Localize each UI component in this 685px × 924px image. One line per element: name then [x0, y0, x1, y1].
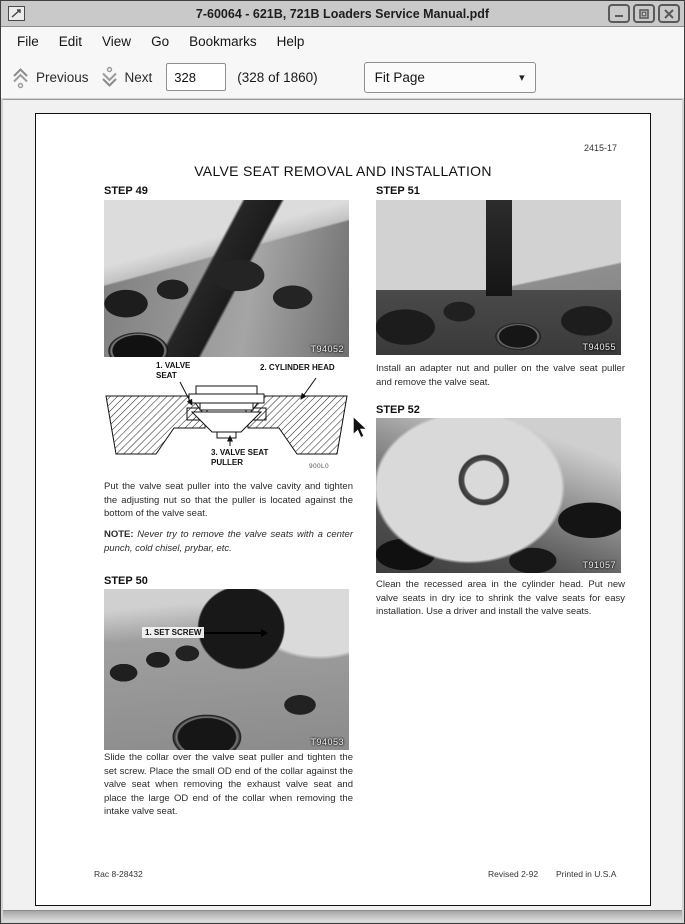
step-49-note: [104, 528, 353, 555]
zoom-select[interactable]: [364, 62, 536, 93]
window-controls: [605, 4, 680, 23]
valve-seat-diagram: [104, 360, 349, 478]
step-52-body: Clean the recessed area in the cylinder head. Put new valve seats in dry ice to shrink the valve seats for easy installation. Use a driver and install the valve seats.: [376, 579, 625, 617]
toolbar: [1, 56, 684, 98]
step-50-photo: [104, 589, 349, 750]
menu-file[interactable]: File: [17, 34, 39, 49]
pdf-page: [35, 113, 651, 906]
diagram-label-cylinder-head: 2. CYLINDER HEAD: [260, 363, 335, 372]
next-label: Next: [124, 69, 153, 85]
maximize-button[interactable]: [633, 4, 655, 23]
chevrons-down-icon: [99, 66, 120, 89]
menu-go[interactable]: Go: [151, 34, 170, 49]
footer-revised-date: Revised 2-92: [488, 869, 539, 879]
step-49-photo: [104, 200, 349, 357]
previous-label: Previous: [36, 69, 89, 85]
chevrons-up-icon: [10, 66, 31, 89]
step-50-body: Slide the collar over the valve seat puller and tighten the set screw. Place the small OD end of the collar against the valve seat when removing the exhaust valve seat and place the large OD end of the collar when removing the intake valve seat.: [104, 752, 353, 817]
footer-form-number: Rac 8-28432: [94, 869, 143, 879]
page-count-text: (328 of 1860): [237, 69, 318, 85]
page-reference-number: 2415-17: [583, 143, 617, 153]
section-title: VALVE SEAT REMOVAL AND INSTALLATION: [194, 163, 492, 179]
page-number-input[interactable]: [166, 63, 226, 91]
menu-view[interactable]: View: [102, 34, 132, 49]
photo-code-t94055: T94055: [582, 342, 616, 352]
step-51-photo: [376, 200, 621, 355]
photo-code-t94053: T94053: [310, 737, 344, 747]
menu-edit[interactable]: Edit: [58, 34, 83, 49]
menu-help[interactable]: Help: [276, 34, 305, 49]
close-button[interactable]: [658, 4, 680, 23]
menu-bookmarks[interactable]: Bookmarks: [189, 34, 257, 49]
step-50-heading: STEP 50: [104, 575, 148, 587]
window-bottom-frame: [3, 910, 682, 922]
zoom-select-value: Fit Page: [374, 69, 425, 85]
document-viewport[interactable]: [3, 99, 682, 910]
note-body: Never try to remove the valve seats with a center punch, cold chisel, prybar, etc.: [104, 529, 353, 554]
minimize-icon: [614, 9, 624, 19]
titlebar: [1, 1, 684, 27]
diagram-figure-code: 900L0: [309, 463, 330, 470]
step-49-body: Put the valve seat puller into the valve cavity and tighten the adjusting nut so that the puller is located against the bottom of the valve seat.: [104, 481, 353, 519]
previous-page-button[interactable]: [10, 66, 89, 89]
step-49-heading: STEP 49: [104, 185, 148, 197]
step-52-photo: [376, 418, 621, 573]
step-52-heading: STEP 52: [376, 404, 420, 416]
set-screw-label: 1. SET SCREW: [142, 627, 204, 638]
photo-code-t94052: T94052: [310, 344, 344, 354]
note-label: NOTE:: [104, 529, 134, 540]
step-51-body: Install an adapter nut and puller on the valve seat puller and remove the valve seat.: [376, 363, 625, 388]
chevron-down-icon: ▾: [519, 71, 525, 84]
next-page-button[interactable]: [99, 66, 153, 89]
step-51-heading: STEP 51: [376, 185, 420, 197]
minimize-button[interactable]: [608, 4, 630, 23]
set-screw-callout: [142, 627, 262, 638]
diagram-label-valve-seat: 1. VALVE SEAT: [156, 361, 191, 380]
diagram-label-puller: 3. VALVE SEAT PULLER: [211, 448, 269, 467]
arrow-right-icon: [204, 632, 262, 634]
photo-code-t91057: T91057: [582, 560, 616, 570]
footer-printed-in: Printed in U.S.A: [556, 869, 617, 879]
close-icon: [664, 9, 674, 19]
window-title: 7-60064 - 621B, 721B Loaders Service Manual.pdf: [195, 6, 490, 21]
menubar: [1, 27, 684, 56]
maximize-icon: [639, 9, 649, 19]
